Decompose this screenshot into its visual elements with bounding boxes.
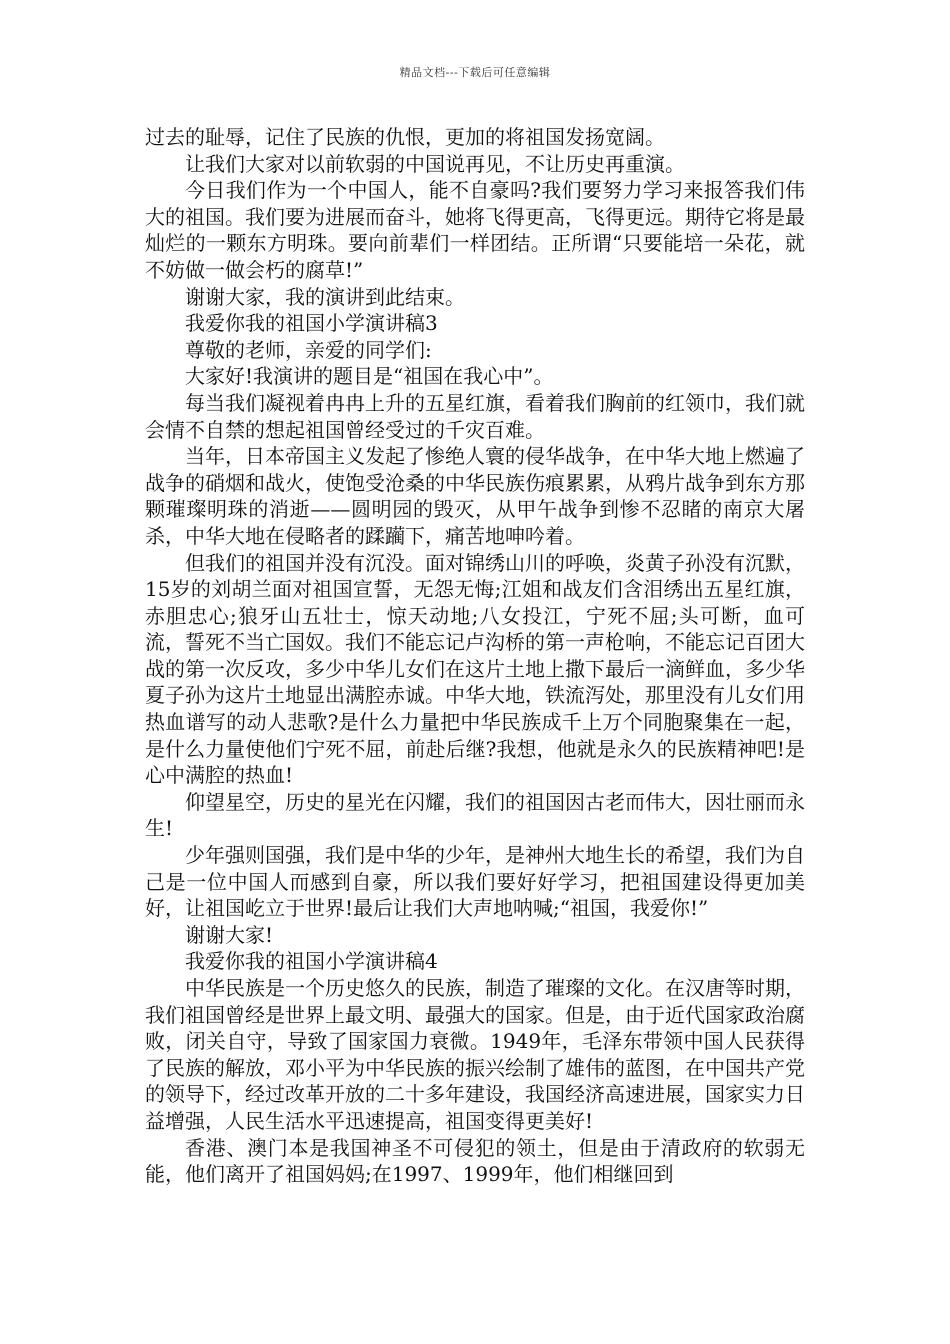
page-header: 精品文档---下载后可任意编辑 [399, 66, 551, 79]
greeting: 尊敬的老师，亲爱的同学们: [185, 337, 432, 362]
paragraph: 少年强则国强，我们是中华的少年，是神州大地生长的希望，我们为自己是一位中国人而感到自豪，所以我们要好好学习，把祖国建设得更加美好，让祖国屹立于世界!最后让我们大声地呐喊;“祖国，我爱你!” [145, 843, 805, 921]
paragraph: 当年，日本帝国主义发起了惨绝人寰的侵华战争，在中华大地上燃遍了战争的硝烟和战火，使饱受沧桑的中华民族伤痕累累，从鸦片战争到东方那颗璀璨明珠的消逝——圆明园的毁灭，从甲午战争到惨不忍睹的南京大屠杀，中华大地在侵略者的蹂躏下，痛苦地呻吟着。 [145, 444, 805, 548]
paragraph: 今日我们作为一个中国人，能不自豪吗?我们要努力学习来报答我们伟大的祖国。我们要为进展而奋斗，她将飞得更高，飞得更远。期待它将是最灿烂的一颗东方明珠。要向前辈们一样团结。正所谓“只要能培一朵花，就不妨做一做会朽的腐草!” [145, 178, 805, 282]
paragraph: 香港、澳门本是我国神圣不可侵犯的领土，但是由于清政府的软弱无能，他们离开了祖国妈妈;在1997、1999年，他们相继回到 [145, 1135, 805, 1187]
paragraph: 谢谢大家，我的演讲到此结束。 [185, 284, 465, 309]
section-title: 我爱你我的祖国小学演讲稿4 [185, 949, 438, 974]
section-title: 我爱你我的祖国小学演讲稿3 [185, 311, 438, 336]
paragraph: 让我们大家对以前软弱的中国说再见，不让历史再重演。 [185, 151, 685, 176]
document-body [145, 124, 805, 1188]
paragraph: 仰望星空，历史的星光在闪耀，我们的祖国因古老而伟大，因壮丽而永生! [145, 789, 805, 841]
paragraph: 中华民族是一个历史悠久的民族，制造了璀璨的文化。在汉唐等时期，我们祖国曾经是世界上最文明、最强大的国家。但是，由于近代国家政治腐败，闭关自守，导致了国家国力衰微。1949年，毛泽东带领中国人民获得了民族的解放，邓小平为中华民族的振兴绘制了雄伟的蓝图，在中国共产党的领导下，经过改革开放的二十多年建设，我国经济高速进展，国家实力日益增强，人民生活水平迅速提高，祖国变得更美好! [145, 976, 805, 1133]
paragraph: 过去的耻辱，记住了民族的仇恨，更加的将祖国发扬宽阔。 [145, 125, 665, 149]
paragraph: 每当我们凝视着冉冉上升的五星红旗，看着我们胸前的红领巾，我们就会情不自禁的想起祖国曾经受过的千灾百难。 [145, 390, 805, 442]
paragraph: 谢谢大家! [185, 922, 274, 947]
paragraph: 但我们的祖国并没有沉没。面对锦绣山川的呼唤，炎黄子孙没有沉默，15岁的刘胡兰面对祖国宣誓，无怨无悔;江姐和战友们含泪绣出五星红旗，赤胆忠心;狼牙山五壮士，惊天动地;八女投江，宁死不屈;头可断，血可流，誓死不当亡国奴。我们不能忘记卢沟桥的第一声枪响，不能忘记百团大战的第一次反攻，多少中华儿女们在这片土地上撒下最后一滴鲜血，多少华夏子孙为这片土地显出满腔赤诚。中华大地，铁流泻处，那里没有儿女们用热血谱写的动人悲歌?是什么力量把中华民族成千上万个同胞聚集在一起，是什么力量使他们宁死不屈，前赴后继?我想，他就是永久的民族精神吧!是心中满腔的热血! [145, 550, 805, 788]
paragraph: 大家好!我演讲的题目是“祖国在我心中”。 [185, 364, 554, 389]
